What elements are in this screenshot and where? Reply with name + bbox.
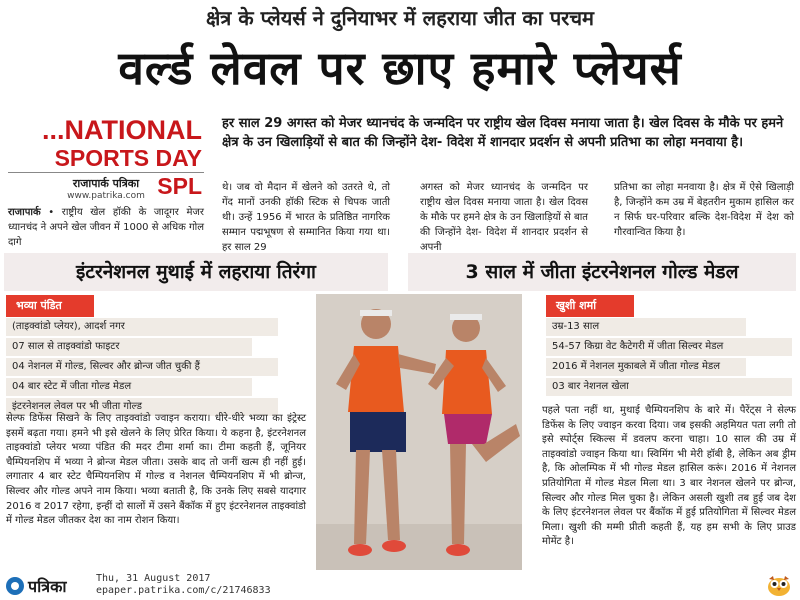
owl-icon: [766, 573, 792, 597]
dateline: राजापार्क: [8, 207, 41, 218]
article-column-1-text: • राष्ट्रीय खेल हॉकी के जादूगर मेजर ध्यानचंद ने अपने खेल जीवन में 1000 से अधिक गोल दागे: [8, 207, 204, 248]
article-column-3: अगस्त को मेजर ध्यानचंद के जन्मदिन पर राष्ट्रीय खेल दिवस मनाया जाता है। खेल दिवस के मौके पर हमने क्षेत्र के उन खिलाड़ियों से बात की जिन्होंने देश- विदेश में शानदार प्रदर्शन से अपनी: [420, 182, 588, 253]
fact-item: 2016 में नेशनल मुकाबले में जीता गोल्ड मेडल: [546, 358, 746, 378]
right-facts-list: [546, 318, 796, 398]
right-player-name-tag: खुशी शर्मा: [546, 295, 634, 317]
article-column-4: प्रतिभा का लोहा मनवाया है। क्षेत्र में ऐसे खिलाड़ी है, जिन्होंने कम उम्र में बेहतरीन मुकाम हासिल कर न सिर्फ घर-परिवार बल्कि देश-विदेश में देश को गौरवान्वित किया है।: [614, 182, 794, 238]
brand-name: पत्रिका: [28, 577, 67, 596]
edition-date: Thu, 31 August 2017: [96, 573, 211, 584]
fact-item: 04 नेशनल में गोल्ड, सिल्वर और ब्रोन्ज जीत चुकी हैं: [6, 358, 278, 378]
headline: वर्ल्ड लेवल पर छाए हमारे प्लेयर्स: [118, 41, 682, 95]
left-story-body: सेल्फ डिफेंस सिखने के लिए ताइक्वांडो ज्वाइन कराया। धीरे-धीरे भव्या का इंट्रेस्ट इसमें बढ़ता गया। हमने भी इसे खेलने के लिए प्रेरित किया। ये कहना है, इंटरनेशनल ताइक्वांडो प्लेयर भव्या पंडित की मदर टीमा शर्मा का। टीमा कहती हैं, जूनियर चैम्पियनशिप में भव्या ने ब्रोन्ज मेडल जीता। उसके बाद तो जनीं खत्म ही नहीं हुई। लगातार 4 बार स्टेट चैम्पियनशिप में गोल्ड व नेशनल चैम्पियनशिप में भी ब्रोन्ज, सिल्वर और गोल्ड अपने नाम किया। भव्या बताती है, कि उनके लिए सबसे यादगार 2016 व 2017 रहेगा, इन्हीं दो सालों में उसने बैंकॉक में हुए इंटरनेशनल ताइक्वांडो में गोल्ड मेडल जीतकर देश का नाम रोशन किया।: [6, 413, 306, 527]
right-story-body: पहले पता नहीं था, मुथाई चैम्पियनशिप के बारे में। पैरेंट्स ने सेल्फ डिफेंस के लिए ज्वाइन करवा दिया। जब इसकी अहमियत पता लगी तो इसे स्पोर्ट्स स्किल्स में डवलप करना चाहा। 10 साल की उम्र में ताइक्वांडो ज्वाइन किया था। स्विमिंग भी मेरी हॉबी है, लेकिन अब ड्रीम है, कि ओलम्पिक में भी गोल्ड मेडल हासिल करूं। 2016 में नेशनल प्रतियोगिता में गोल्ड मेडल मिला था। 3 बार नेशनल खेलने पर ब्रोन्ज, सिल्वर और गोल्ड मिल चुका है। लेकिन असली खुशी तब हुई जब देश के लिए इंटरनेशनल लेवल पर बैंकॉक में हुई प्रतियोगिता में सिल्वर मेडल मिला। खुशी की मम्मी प्रीती कहती हैं, यह हम सभी के लिए प्राउड मोमेंट है।: [542, 405, 796, 548]
fact-item: 03 बार नेशनल खेला: [546, 378, 792, 398]
fact-item: 54-57 किग्रा वेट कैटेगरी में जीता सिल्वर मेडल: [546, 338, 792, 358]
edition-url[interactable]: epaper.patrika.com/c/21746833: [96, 585, 271, 596]
byline: [8, 172, 204, 201]
edition-info: [96, 573, 271, 597]
patrika-logo[interactable]: [6, 575, 94, 597]
left-story-title: इंटरनेशनल मुथाई में लहराया तिरंगा: [4, 253, 388, 291]
left-facts-list: [6, 318, 286, 418]
fact-item: उम्र-13 साल: [546, 318, 746, 338]
footer: [0, 571, 800, 600]
right-story-title: 3 साल में जीता इंटरनेशनल गोल्ड मेडल: [408, 253, 796, 291]
players-photo: [316, 294, 522, 570]
section-label-line2: SPORTS DAY SPL: [54, 145, 202, 199]
fact-item: (ताइक्वांडो प्लेयर), आदर्श नगर: [6, 318, 278, 338]
section-label-line1: ...NATIONAL: [42, 115, 202, 145]
byline-source: राजापार्क पत्रिका: [72, 177, 140, 190]
fact-item: 07 साल से ताइक्वांडो फाइटर: [6, 338, 252, 358]
article-column-2: थे। जब वो मैदान में खेलने को उतरते थे, तो गेंद मानों उनकी हॉकी स्टिक से चिपक जाती थी। उन्हें 1956 में भारत के प्रतिष्ठित नागरिक सम्मान पद्मभूषण से सम्मानित किया गया था। हर साल 29: [222, 182, 390, 253]
kicker: क्षेत्र के प्लेयर्स ने दुनियाभर में लहराया जीत का परचम: [205, 6, 595, 30]
article-column-1: [8, 205, 204, 250]
players-photo-illustration: [316, 294, 522, 570]
fact-item: इंटरनेशनल लेवल पर भी जीता गोल्ड: [6, 398, 278, 418]
intro-paragraph: हर साल 29 अगस्त को मेजर ध्यानचंद के जन्मदिन पर राष्ट्रीय खेल दिवस मनाया जाता है। खेल दिवस के मौके पर हमने क्षेत्र के उन खिलाड़ियों से बात की जिन्होंने देश- विदेश में शानदार प्रदर्शन से अपनी प्रतिभा का लोहा मनवाया है।: [222, 116, 784, 150]
byline-site: www.patrika.com: [67, 191, 145, 201]
patrika-logo-icon: [6, 577, 24, 595]
left-player-name-tag: भव्या पंडित: [6, 295, 94, 317]
fact-item: 04 बार स्टेट में जीता गोल्ड मेडल: [6, 378, 252, 398]
